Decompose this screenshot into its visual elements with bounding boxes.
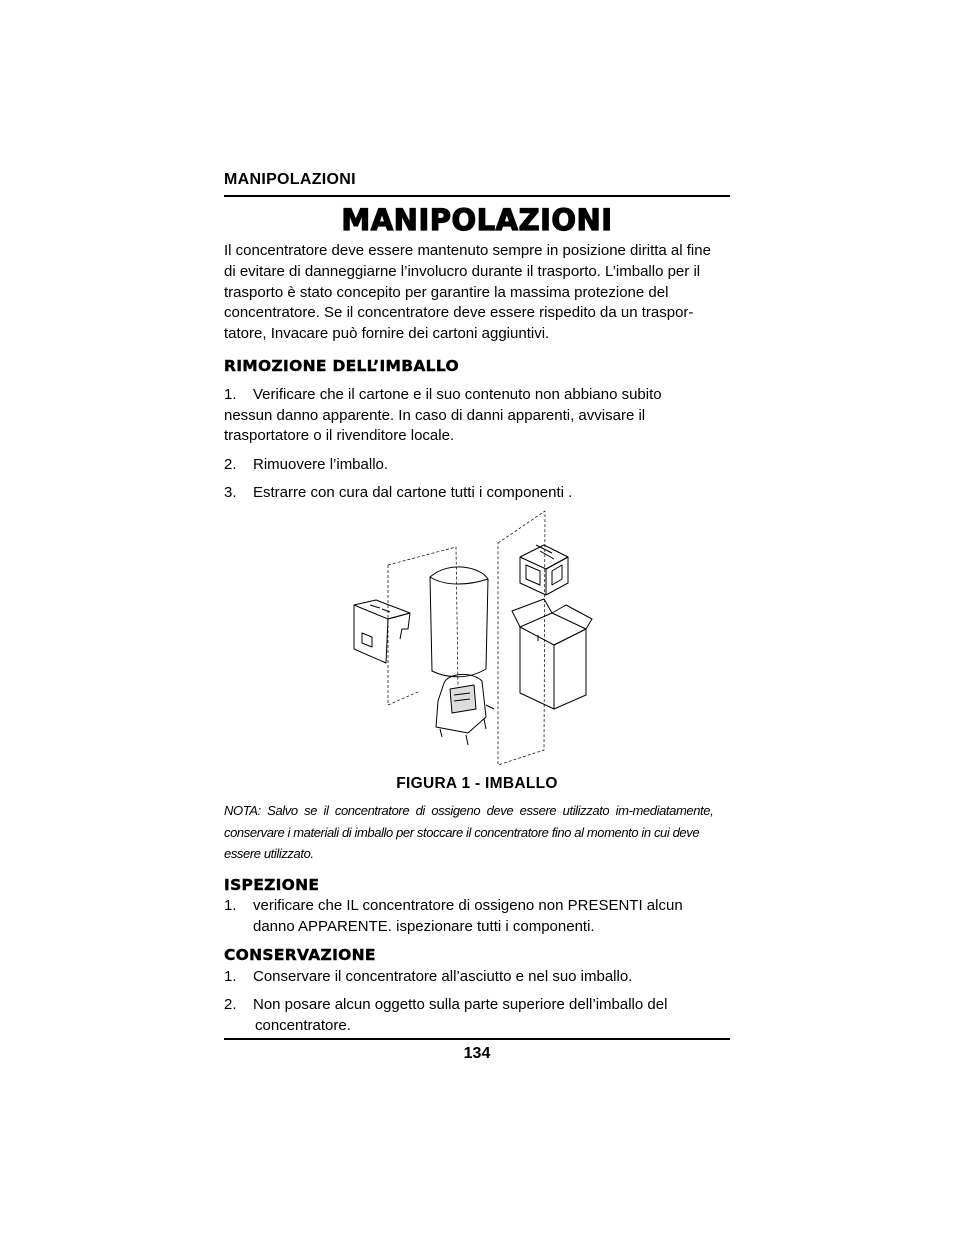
storage-item-1	[224, 967, 632, 988]
figure-caption: FIGURA 1 - IMBALLO	[396, 775, 558, 792]
item-text: verificare che IL concentratore di ossigeno non PRESENTI alcun	[253, 897, 683, 914]
intro-paragraph	[224, 241, 724, 345]
note-line: NOTA: Salvo se il concentratore di ossigeno deve essere utilizzato im-mediatamente,	[224, 803, 714, 818]
item-text: Estrarre con cura dal cartone tutti i componenti .	[253, 484, 573, 501]
item-text: trasportatore o il rivenditore locale.	[224, 427, 455, 444]
item-number: 2.	[224, 456, 237, 473]
page-number: 134	[463, 1045, 491, 1062]
item-number: 1.	[224, 968, 237, 985]
removal-item-1	[224, 385, 662, 447]
section-header-label: MANIPOLAZIONI	[224, 171, 356, 188]
item-text: Conservare il concentratore all’asciutto e nel suo imballo.	[253, 968, 633, 985]
item-text: concentratore.	[255, 1016, 351, 1034]
corner-insert	[354, 600, 410, 663]
item-text: danno APPARENTE. ispezionare tutti i componenti.	[253, 917, 595, 935]
note-line: conservare i materiali di imballo per stoccare il concentratore fino al momento in cui deve	[224, 824, 700, 840]
guide-lines	[388, 511, 545, 765]
item-number: 1.	[224, 386, 237, 403]
packaging-illustration	[340, 505, 610, 775]
plastic-bag	[430, 567, 488, 677]
removal-item-3	[224, 483, 572, 504]
intro-line: Il concentratore deve essere mantenuto sempre in posizione diritta al fine	[224, 242, 711, 259]
cardboard-box	[512, 599, 592, 709]
intro-line: trasporto è stato concepito per garantire la massima protezione del	[224, 283, 669, 301]
oxygen-concentrator	[436, 674, 494, 745]
item-number: 2.	[224, 996, 237, 1013]
footer-divider	[224, 1038, 730, 1040]
item-number: 3.	[224, 484, 237, 501]
removal-heading: RIMOZIONE DELL’IMBALLO	[224, 357, 459, 375]
storage-heading: CONSERVAZIONE	[224, 946, 376, 964]
removal-item-2	[224, 455, 388, 476]
item-text: Verificare che il cartone e il suo contenuto non abbiano subito	[253, 386, 662, 403]
note-paragraph	[224, 800, 730, 865]
item-number: 1.	[224, 897, 237, 914]
intro-line: concentratore. Se il concentratore deve essere rispedito da un traspor-	[224, 304, 694, 322]
item-text: nessun danno apparente. In caso di danni apparenti, avvisare il	[224, 406, 646, 424]
top-insert	[520, 545, 568, 595]
intro-line: di evitare di danneggiarne l’involucro durante il trasporto. L’imballo per il	[224, 262, 701, 280]
inspection-heading: ISPEZIONE	[224, 876, 320, 894]
item-text: Rimuovere l’imballo.	[253, 456, 389, 473]
storage-item-2	[224, 995, 667, 1036]
page-title: MANIPOLAZIONI	[341, 203, 613, 237]
inspection-item-1	[224, 896, 683, 937]
note-line: essere utilizzato.	[224, 846, 314, 861]
item-text: Non posare alcun oggetto sulla parte superiore dell’imballo del	[253, 996, 668, 1013]
intro-line: tatore, Invacare può fornire dei cartoni aggiuntivi.	[224, 325, 550, 343]
header-divider	[224, 195, 730, 197]
